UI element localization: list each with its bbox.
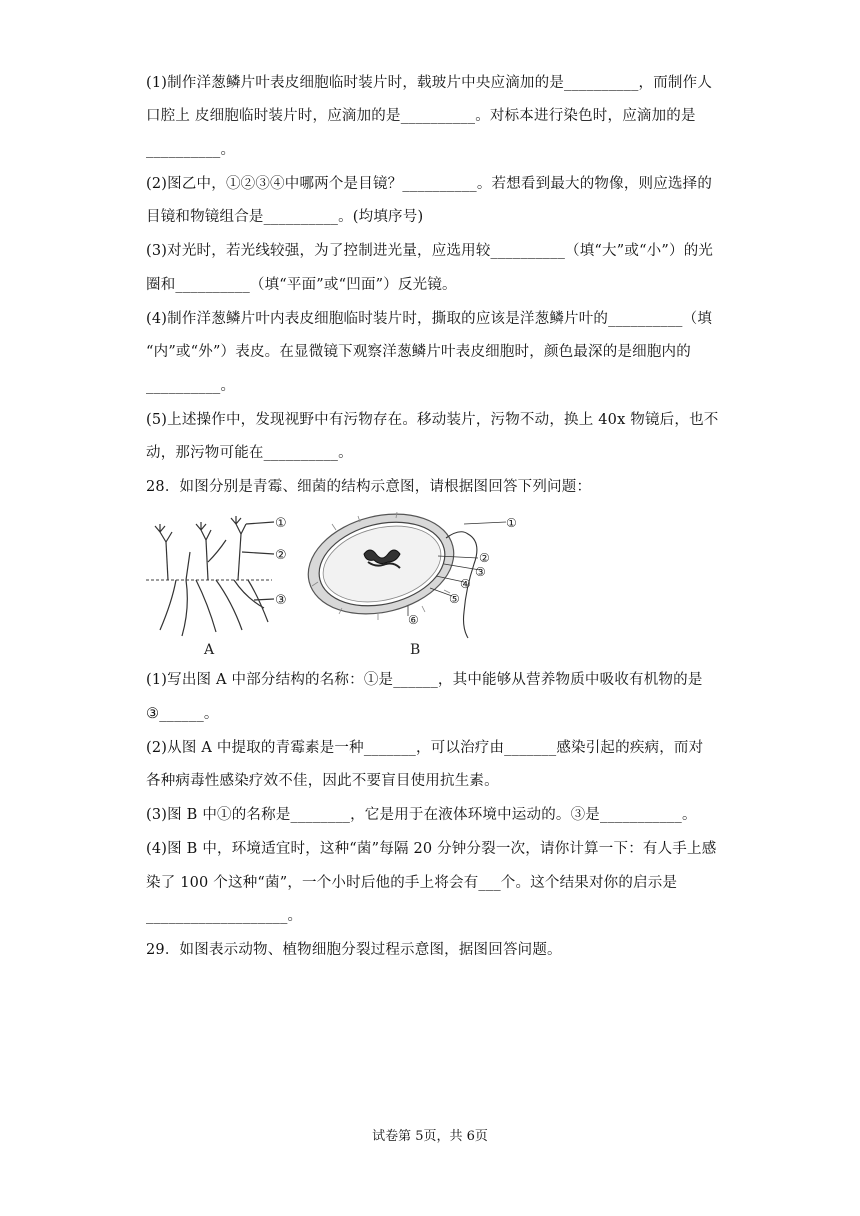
q28-4-line3: ___________________。 [146, 908, 303, 924]
q27-3-line1: (3)对光时，若光线较强，为了控制进光量，应选用较__________（填“大”或“小”）的光 [146, 243, 714, 259]
b-marker-3: ③ [475, 565, 486, 579]
penicillium-bacteria-figure [146, 512, 526, 662]
penicillium-diagram [146, 516, 274, 636]
q29-title: 29．如图表示动物、植物细胞分裂过程示意图，据图回答问题。 [146, 942, 562, 958]
b-marker-4: ④ [460, 577, 471, 591]
q27-1-line2: 口腔上 皮细胞临时装片时，应滴加的是__________。对标本进行染色时，应滴加的是 [146, 108, 696, 124]
q28-3-line1: (3)图 B 中①的名称是________，它是用于在液体环境中运动的。③是___________。 [146, 807, 697, 823]
q28-1-line2: ③______。 [146, 706, 219, 722]
q27-2-line2: 目镜和物镜组合是__________。(均填序号) [146, 209, 424, 225]
q28-4-line2: 染了 100 个这种“菌”，一个小时后他的手上将会有___个。这个结果对你的启示是 [146, 875, 678, 891]
q28-title: 28．如图分别是青霉、细菌的结构示意图，请根据图回答下列问题： [146, 479, 592, 495]
q27-3-line2: 圈和__________（填“平面”或“凹面”）反光镜。 [146, 277, 457, 293]
a-marker-1: ① [275, 516, 287, 531]
b-marker-1: ① [506, 516, 517, 530]
page-footer: 试卷第 5页，共 6页 [372, 1129, 488, 1144]
a-marker-3: ③ [275, 593, 287, 608]
q27-2-line1: (2)图乙中，①②③④中哪两个是目镜？__________。若想看到最大的物像，则应选择的 [146, 176, 713, 192]
q27-5-line1: (5)上述操作中，发现视野中有污物存在。移动装片，污物不动，换上 40x 物镜后，也不 [146, 412, 719, 428]
q28-2-line2: 各种病毒性感染疗效不佳，因此不要盲目使用抗生素。 [146, 773, 499, 789]
q28-4-line1: (4)图 B 中，环境适宜时，这种“菌”每隔 20 分钟分裂一次，请你计算一下：有人手上感 [146, 841, 717, 857]
q27-4-line3: __________。 [146, 378, 236, 394]
q27-4-line1: (4)制作洋葱鳞片叶内表皮细胞临时装片时，撕取的应该是洋葱鳞片叶的__________（填 [146, 311, 713, 327]
q27-1-line3: __________。 [146, 142, 236, 158]
q27-4-line2: “内”或“外”）表皮。在显微镜下观察洋葱鳞片叶表皮细胞时，颜色最深的是细胞内的 [146, 344, 691, 360]
a-marker-2: ② [275, 548, 287, 563]
q27-1-line1: (1)制作洋葱鳞片叶表皮细胞临时装片时，载玻片中央应滴加的是__________，而制作人 [146, 75, 713, 91]
q28-2-line1: (2)从图 A 中提取的青霉素是一种_______，可以治疗由_______感染引起的疾病，而对 [146, 740, 704, 756]
q27-5-line2: 动，那污物可能在__________。 [146, 445, 353, 461]
q28-1-line1: (1)写出图 A 中部分结构的名称：①是______，其中能够从营养物质中吸收有机物的是 [146, 672, 703, 688]
a-markers [275, 516, 287, 608]
figure-a-label: A [204, 642, 215, 658]
b-marker-2: ② [479, 551, 490, 565]
figure-b-label: B [410, 642, 421, 658]
b-marker-6: ⑥ [408, 613, 419, 627]
b-marker-5: ⑤ [449, 592, 460, 606]
